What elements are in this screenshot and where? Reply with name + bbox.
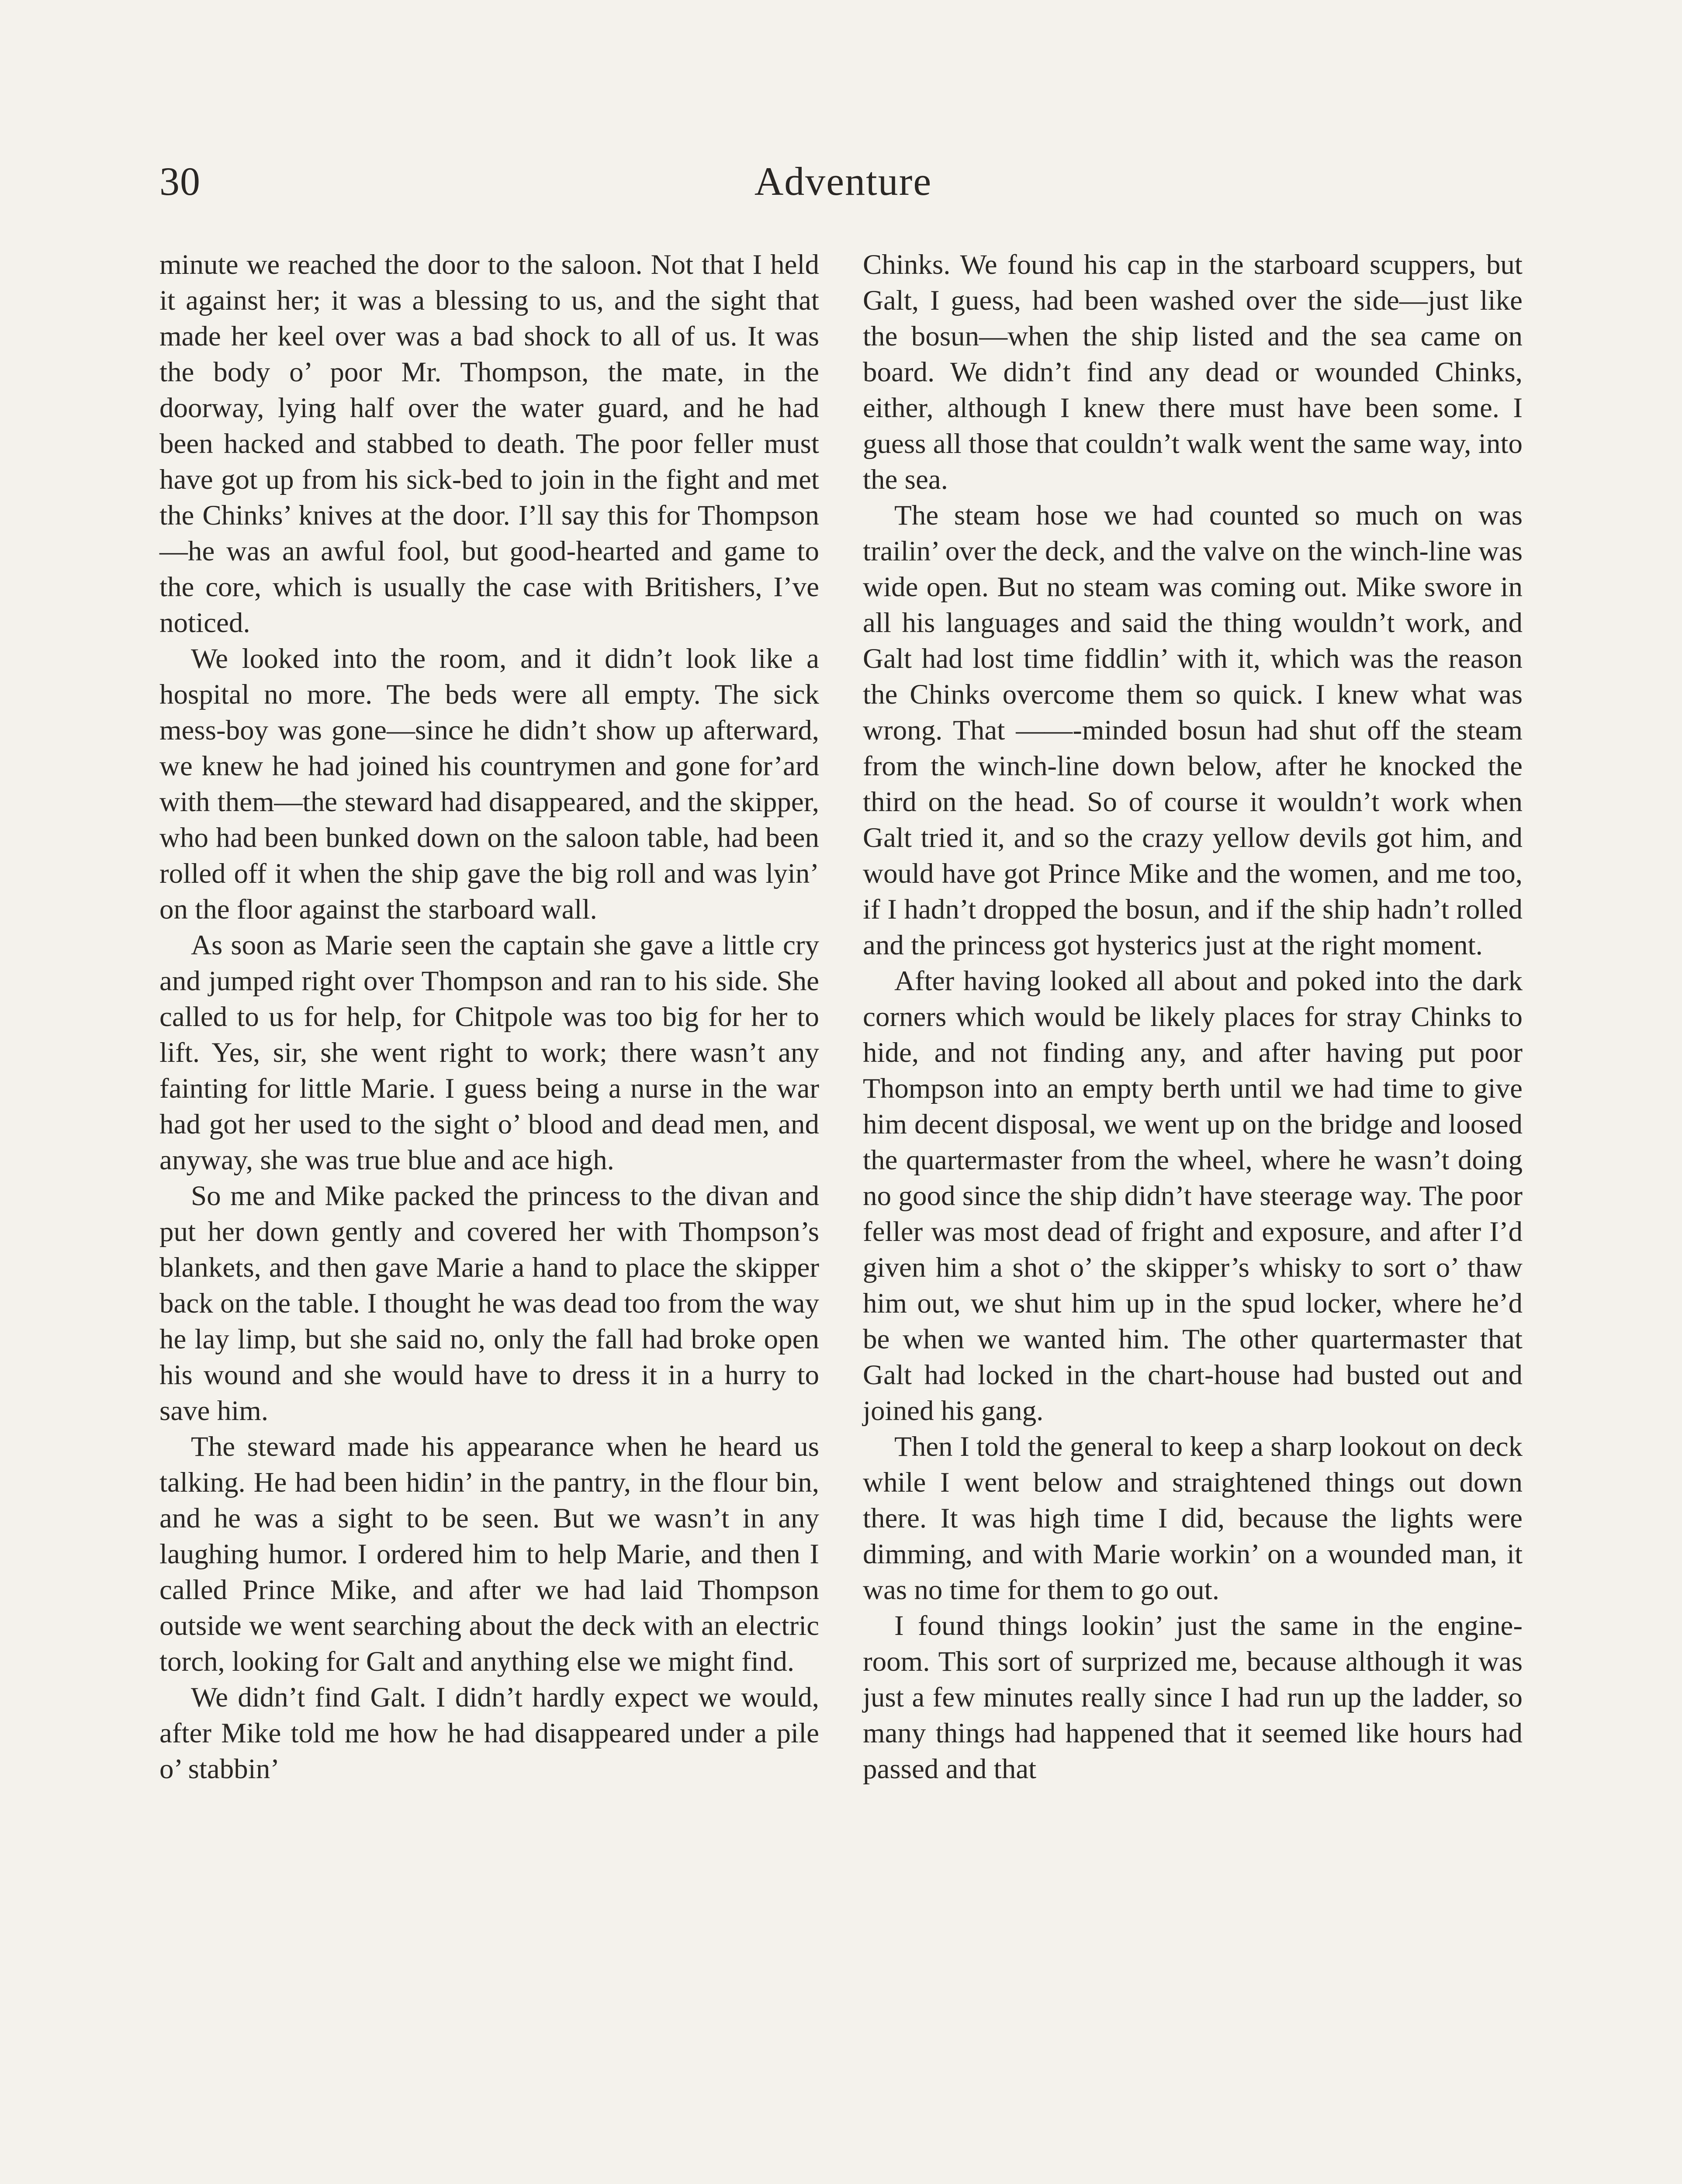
paragraph: Then I told the general to keep a sharp lookout on deck while I went below and straightened things out down there. It was high time I did, because the lights were dimming, and with Marie workin’ on a wounded man, it was no time for them to go out. xyxy=(863,1431,1523,1606)
paragraph: So me and Mike packed the princess to the divan and put her down gently and covered her with Thompson’s blankets, and then gave Marie a hand to place the skipper back on the table. I thought he was dead too from the way he lay limp, but she said no, only the fall had broke open his wound and she would have to dress it in a hurry to save him. xyxy=(159,1180,819,1427)
paragraph: We didn’t find Galt. I didn’t hardly expect we would, after Mike told me how he had disappeared under a pile o’ stabbin’ xyxy=(159,1682,819,1785)
paragraph: We looked into the room, and it didn’t look like a hospital no more. The beds were all empty. The sick mess-boy was gone—since he didn’t show up afterward, we knew he had joined his countrymen and gone for’ard with them—the steward had disappeared, and the skipper, who had been bunked down on the saloon table, had been rolled off it when the ship gave the big roll and was lyin’ on the floor against the starboard wall. xyxy=(159,643,819,925)
paragraph: The steward made his appearance when he heard us talking. He had been hidin’ in the pantry, in the flour bin, and he was a sight to be seen. But we wasn’t in any laughing humor. I ordered him to help Marie, and then I called Prince Mike, and after we had laid Thompson outside we went searching about the deck with an electric torch, looking for Galt and anything else we might find. xyxy=(159,1431,819,1677)
paragraph: The steam hose we had counted so much on was trailin’ over the deck, and the valve on the winch-line was wide open. But no steam was coming out. Mike swore in all his languages and said the thing wouldn’t work, and Galt had lost time fiddlin’ with it, which was the reason the Chinks overcome them so quick. I knew what was wrong. That ——-minded bosun had shut off the steam from the winch-line down below, after he knocked the third on the head. So of course it wouldn’t work when Galt tried it, and so the crazy yellow devils got him, and would have got Prince Mike and the women, and me too, if I hadn’t dropped the bosun, and if the ship hadn’t rolled and the princess got hysterics just at the right moment. xyxy=(863,500,1523,961)
paragraph: After having looked all about and poked into the dark corners which would be likely places for stray Chinks to hide, and not finding any, and after having put poor Thompson into an empty berth until we had time to give him decent disposal, we went up on the bridge and loosed the quartermaster from the wheel, where he wasn’t doing no good since the ship didn’t have steerage way. The poor feller was most dead of fright and exposure, and after I’d given him a shot o’ the skipper’s whisky to sort o’ thaw him out, we shut him up in the spud locker, where he’d be when we wanted him. The other quartermaster that Galt had locked in the chart-house had busted out and joined his gang. xyxy=(863,965,1523,1427)
right-column xyxy=(863,247,1523,1787)
paragraph: I found things lookin’ just the same in the engine-room. This sort of surprized me, because although it was just a few minutes really since I had run up the ladder, so many things had happened that it seemed like hours had passed and that xyxy=(863,1610,1523,1785)
paragraph: Chinks. We found his cap in the starboard scuppers, but Galt, I guess, had been washed over the side—just like the bosun—when the ship listed and the sea came on board. We didn’t find any dead or wounded Chinks, either, although I knew there must have been some. I guess all those that couldn’t walk went the same way, into the sea. xyxy=(863,249,1523,495)
left-column xyxy=(159,247,819,1787)
page-header xyxy=(159,151,1527,212)
paragraph: minute we reached the door to the saloon. Not that I held it against her; it was a blessing to us, and the sight that made her keel over was a bad shock to all of us. It was the body o’ poor Mr. Thompson, the mate, in the doorway, lying half over the water guard, and he had been hacked and stabbed to death. The poor feller must have got up from his sick-bed to join in the fight and met the Chinks’ knives at the door. I’ll say this for Thompson—he was an awful fool, but good-hearted and game to the core, which is usually the case with Britishers, I’ve noticed. xyxy=(159,249,819,639)
page-number: 30 xyxy=(159,159,201,204)
paragraph: As soon as Marie seen the captain she gave a little cry and jumped right over Thompson and ran to his side. She called to us for help, for Chitpole was too big for her to lift. Yes, sir, she went right to work; there wasn’t any fainting for little Marie. I guess being a nurse in the war had got her used to the sight o’ blood and dead men, and anyway, she was true blue and ace high. xyxy=(159,930,819,1176)
running-title: Adventure xyxy=(754,159,932,204)
